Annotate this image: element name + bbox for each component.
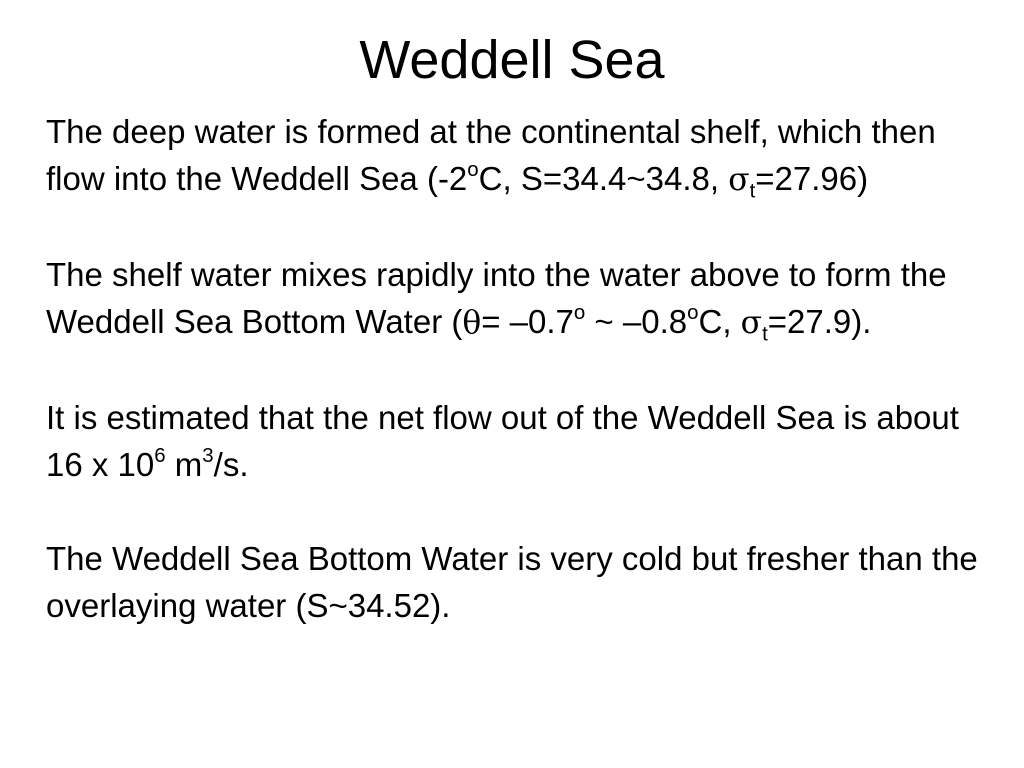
p1-sigma-symbol: σ — [728, 162, 750, 198]
p4-text-a: The Weddell Sea Bottom Water is very cold but fresher than the overlaying water (S~34.52). — [46, 540, 978, 624]
slide-body — [46, 108, 986, 629]
p2-degree-sup-b: o — [687, 300, 699, 324]
p2-text-b: = –0.7 — [481, 303, 574, 340]
slide-title: Weddell Sea — [359, 30, 665, 90]
paragraph-net-flow — [46, 394, 986, 488]
paragraph-deep-water-formation — [46, 108, 986, 204]
p2-text-c: ~ –0.8 — [585, 303, 688, 340]
p1-text-b: C, S=34.4~34.8, — [478, 160, 729, 197]
p1-degree-sup: o — [467, 157, 479, 181]
p3-exponent-6: 6 — [154, 443, 166, 467]
p2-theta-symbol: θ — [462, 305, 482, 341]
paragraph-cold-fresher — [46, 535, 986, 629]
p2-degree-sup-a: o — [573, 300, 586, 324]
paragraph-bottom-water-mixing — [46, 251, 986, 347]
p3-text-b: m — [165, 446, 203, 483]
p2-text-d: C, — [698, 303, 741, 340]
p1-text-a: The deep water is formed at the continental shelf, which then flow into the Weddell Sea (-2 — [46, 113, 936, 197]
p2-text-e: =27.9). — [767, 303, 872, 340]
p2-sigma-symbol: σ — [740, 305, 763, 341]
p2-text-a: The shelf water mixes rapidly into the water above to form the Weddell Sea Bottom Water ( — [46, 256, 947, 340]
p1-text-c: =27.96) — [755, 160, 869, 197]
p1-sigma-subscript: t — [749, 179, 756, 203]
p2-sigma-subscript: t — [762, 322, 768, 346]
p3-text-c: /s. — [213, 446, 249, 483]
p3-text-a: It is estimated that the net flow out of the Weddell Sea is about 16 x 10 — [46, 399, 959, 483]
p3-exponent-3: 3 — [202, 443, 214, 467]
